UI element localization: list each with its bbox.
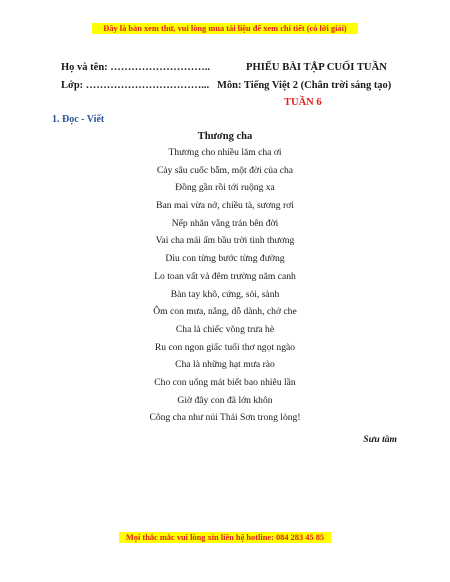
poem-line: Bàn tay khô, cứng, sỏi, sành [170, 288, 280, 300]
poem-title: Thương cha [197, 131, 253, 142]
section-heading: 1. Đọc - Viết [52, 114, 105, 125]
poem-line: Thương cho nhiều lăm cha ơi [168, 147, 282, 158]
poem-line: Cày sâu cuốc bẫm, một đời của cha [156, 164, 294, 176]
poem-body [0, 144, 450, 427]
hotline-footer: Mọi thắc mắc vui lòng xin liên hệ hotline: 084 283 45 85 [119, 532, 331, 543]
poem-source: Sưu tầm [363, 434, 397, 445]
poem-line: Ru con ngon giấc tuổi thơ ngọt ngào [154, 341, 296, 353]
preview-notice-banner: Đây là bản xem thử, vui lòng mua tài liệu để xem chi tiết (có lời giải) [92, 23, 358, 34]
poem-line: Nếp nhăn vằng trán bên đời [171, 217, 279, 229]
poem-line: Cha là chiếc võng trưa hè [175, 323, 275, 335]
poem-line: Ôm con mưa, nắng, dỗ dành, chở che [153, 306, 297, 318]
poem-line: Giờ đây con đã lớn khôn [177, 394, 273, 406]
poem-line: Đồng gần rồi tới ruộng xa [175, 182, 275, 194]
poem-line: Công cha như núi Thái Sơn trong lòng! [149, 412, 301, 424]
week-label: TUẦN 6 [284, 97, 322, 108]
student-class-field: Lớp: ……………………………... [61, 80, 210, 91]
poem-line: Ban mai vừa nở, chiều tà, sương rơi [156, 200, 294, 212]
student-name-field: Họ và tên: ……………………….. [61, 62, 211, 73]
poem-line: Cho con uống mát biết bao nhiêu lần [154, 376, 296, 388]
poem-line: Vai cha mái ấm bầu trời tình thương [155, 235, 295, 247]
subject-label: Môn: Tiếng Việt 2 (Chân trời sáng tạo) [217, 80, 392, 91]
poem-line: Lo toan vất vả đêm trường năm canh [154, 270, 296, 282]
poem-line: Dìu con từng bước từng đường [165, 253, 285, 265]
poem-line: Cha là những hạt mưa rào [175, 359, 275, 371]
worksheet-title: PHIẾU BÀI TẬP CUỐI TUẦN [246, 62, 387, 73]
